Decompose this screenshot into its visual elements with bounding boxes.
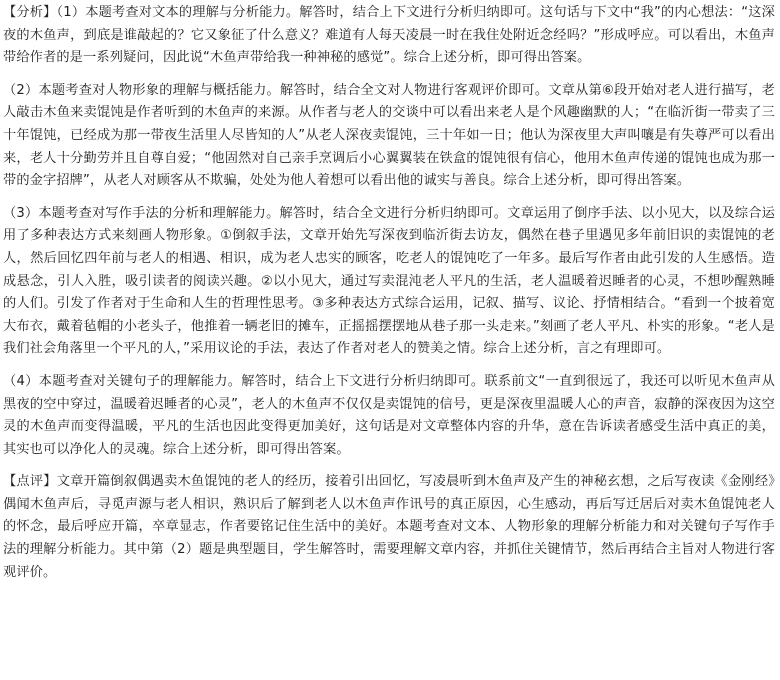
analysis-paragraph-4 xyxy=(3,371,775,461)
comment-text: 文章开篇倒叙偶遇卖木鱼馄饨的老人的经历，接着引出回忆，写凌晨听到木鱼声及产生的神秘玄想，之后写夜读《金刚经》偶闻木鱼声后，寻觅声源与老人相识，熟识后了解到老人以木鱼声作讯号的真正原因，心生感动，再后写迁居后对卖木鱼馄饨老人的怀念，最后呼应开篇，卒章显志，作者要铭记住生活中的美好。本题考查对文本、人物形象的理解分析能力和对关键句子写作手法的理解分析能力。其中第（2）题是典型题目，学生解答时，需要理解文章内容，并抓住关键情节，然后再结合主旨对人物进行客观评价。 xyxy=(3,474,775,580)
analysis-q4-text: （4）本题考查对关键句子的理解能力。解答时，结合上下文进行分析归纳即可。联系前文“一直到很远了，我还可以听见木鱼声从黑夜的空中穿过，温暖着迟睡者的心灵”，老人的木鱼声不仅仅是卖馄饨的信号，更是深夜里温暖人心的声音，寂静的深夜因为这空灵的木鱼声而变得温暖，平凡的生活也因此变得更加美好，这句话是对文章整体内容的升华，意在告诉读者感受生活中真正的美，其实也可以净化人的灵魂。综合上述分析，即可得出答案。 xyxy=(3,373,775,457)
comment-tag: 【点评】 xyxy=(3,474,57,490)
analysis-paragraph-2 xyxy=(3,80,775,193)
analysis-q3-text: （3）本题考查对写作手法的分析和理解能力。解答时，结合全文进行分析归纳即可。文章运用了倒序手法、以小见大，以及综合运用了多种表达方式来刻画人物形象。①倒叙手法，文章开始先写深夜到临沂街去访友，偶然在巷子里遇见多年前旧识的卖馄饨的老人，然后回忆四年前与老人的相遇、相识，成为老人忠实的顾客，吃老人的馄饨吃了一年多。最后写作者由此引发的人生感悟。造成悬念，引人入胜，吸引读者的阅读兴趣。②以小见大，通过写卖混沌老人平凡的生活，老人温暖着迟睡者的心灵，不想吵醒熟睡的人们。引发了作者对于生命和人生的哲理性思考。③多种表达方式综合运用，记叙、描写、议论、抒情相结合。“看到一个披着宽大布衣，戴着毡帽的小老头子，他推着一辆老旧的摊车，正摇摇摆摆地从巷子那一头走来。”刻画了老人平凡、朴实的形象。“老人是我们社会角落里一个平凡的人，”采用议论的手法，表达了作者对老人的赞美之情。综合上述分析，言之有理即可。 xyxy=(3,205,775,357)
comment-paragraph xyxy=(3,471,775,584)
analysis-q1-text: （1）本题考查对文本的理解与分析能力。解答时，结合上下文进行分析归纳即可。这句话与下文中“我”的内心想法：“这深夜的木鱼声，到底是谁敲起的？它又象征了什么意义？难道有人每天凌晨一时在我住处附近念经吗？”形成呼应。可以看出，木鱼声带给作者的是一系列疑问，因此说“木鱼声带给我一种神秘的感觉”。综合上述分析，即可得出答案。 xyxy=(3,5,775,66)
analysis-paragraph-1 xyxy=(3,2,775,70)
analysis-paragraph-3 xyxy=(3,203,775,361)
analysis-q2-text: （2）本题考查对人物形象的理解与概括能力。解答时，结合全文对人物进行客观评价即可。文章从第⑥段开始对老人进行描写，老人敲击木鱼来卖馄饨是作者听到的木鱼声的来源。从作者与老人的交谈中可以看出来老人是个风趣幽默的人；“在临沂街一带卖了三十年馄饨，已经成为那一带夜生活里人尽皆知的人”从老人深夜卖馄饨，三十年如一日；他认为深夜里大声叫嚷是有失尊严可以看出来，老人十分勤劳并且自尊自爱；“他固然对自己亲手烹调后小心翼翼装在铁盒的馄饨很有信心，他用木鱼声传递的馄饨也成为那一带的金字招牌”，从老人对顾客从不欺骗，处处为他人着想可以看出他的诚实与善良。综合上述分析，即可得出答案。 xyxy=(3,82,775,189)
answer-analysis-document xyxy=(3,2,775,594)
analysis-tag: 【分析】 xyxy=(3,5,57,20)
